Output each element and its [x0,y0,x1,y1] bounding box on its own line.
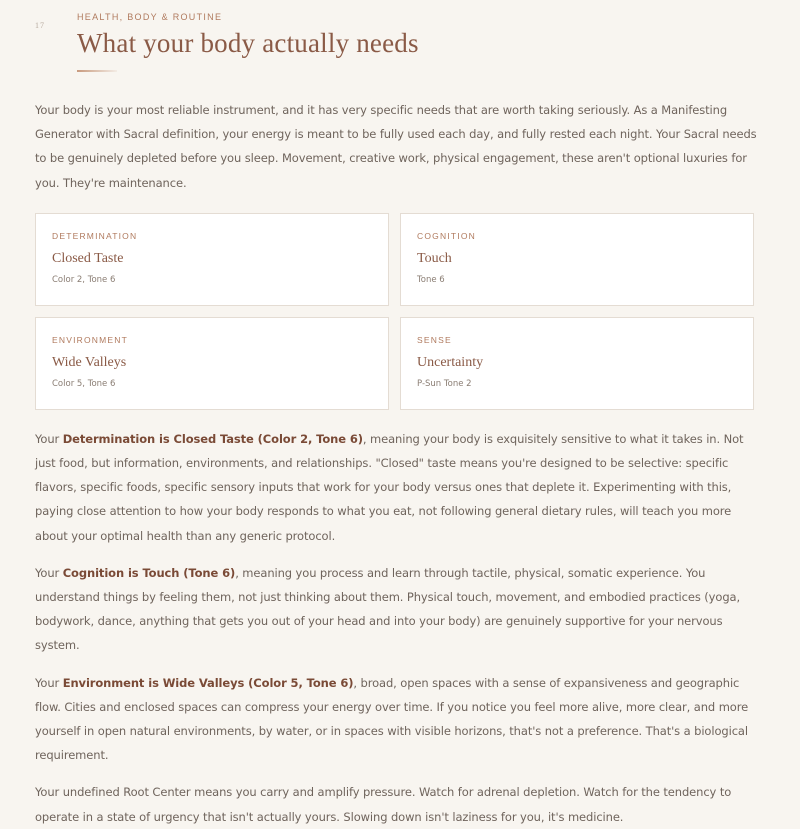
page-title: What your body actually needs [77,28,419,58]
paragraph-lead: Your [35,675,63,690]
card-value: Touch [417,250,452,266]
card-environment [35,317,389,410]
card-label: COGNITION [417,230,476,241]
section-header [77,12,419,72]
cognition-paragraph [35,561,760,658]
determination-paragraph [35,427,760,548]
card-value: Uncertainty [417,354,484,370]
root-center-paragraph: Your undefined Root Center means you carry and amplify pressure. Watch for adrenal depletion. Watch for the tendency to operate in a state of urgency that isn't actually yours. Slowing down isn't laziness for you, it's medicine. [35,785,732,824]
main-content [35,98,760,829]
title-divider [77,70,117,72]
card-value: Closed Taste [52,250,124,266]
card-value: Wide Valleys [52,354,127,370]
card-label: ENVIRONMENT [52,334,129,345]
paragraph-highlight: Cognition is Touch (Tone 6) [62,565,236,580]
card-label: DETERMINATION [52,230,138,241]
paragraph-lead: Your [35,431,63,446]
card-detail: P-Sun Tone 2 [417,378,472,389]
paragraph-lead: Your [35,565,63,580]
card-cognition [400,213,754,306]
paragraph-highlight: Environment is Wide Valleys (Color 5, Tone 6) [62,675,354,690]
card-detail: Color 2, Tone 6 [52,274,116,285]
card-detail: Color 5, Tone 6 [52,378,116,389]
environment-paragraph [35,671,760,768]
paragraph-body: , meaning you process and learn through tactile, physical, somatic experience. You understand things by feeling them, not just thinking about them. Physical touch, movement, and embodied practices (yoga, bodywork, dance, anything that gets you out of your head and into your body) are genuinely supportive for your nervous system. [35,565,741,653]
intro-paragraph: Your body is your most reliable instrument, and it has very specific needs that are worth taking seriously. As a Manifesting Generator with Sacral definition, your energy is meant to be fully used each day, and fully rested each night. Your Sacral needs to be genuinely depleted before you sleep. Movement, creative work, physical engagement, these aren't optional luxuries for you. They're maintenance. [35,103,757,190]
card-determination [35,213,389,306]
card-label: SENSE [417,334,452,345]
page-number: 17 [35,21,45,30]
paragraph-body: , meaning your body is exquisitely sensitive to what it takes in. Not just food, but information, environments, and relationships. "Closed" taste means you're designed to be selective: specific flavors, specific foods, specific sensory inputs that work for your body versus ones that deplete it. Experimenting with this, paying close attention to how your body responds to what you eat, not following general dietary rules, will teach you more about your optimal health than any generic protocol. [35,431,744,543]
paragraph-body: , broad, open spaces with a sense of expansiveness and geographic flow. Cities and enclosed spaces can compress your energy over time. If you notice you feel more alive, more clear, and more yourself in open natural environments, by water, or in spaces with visible horizons, that's not a preference. That's a biological requirement. [35,675,749,763]
paragraph-highlight: Determination is Closed Taste (Color 2, Tone 6) [62,431,363,446]
card-detail: Tone 6 [417,274,445,285]
attribute-cards [35,213,754,410]
section-eyebrow: HEALTH, BODY & ROUTINE [77,12,223,22]
card-sense [400,317,754,410]
